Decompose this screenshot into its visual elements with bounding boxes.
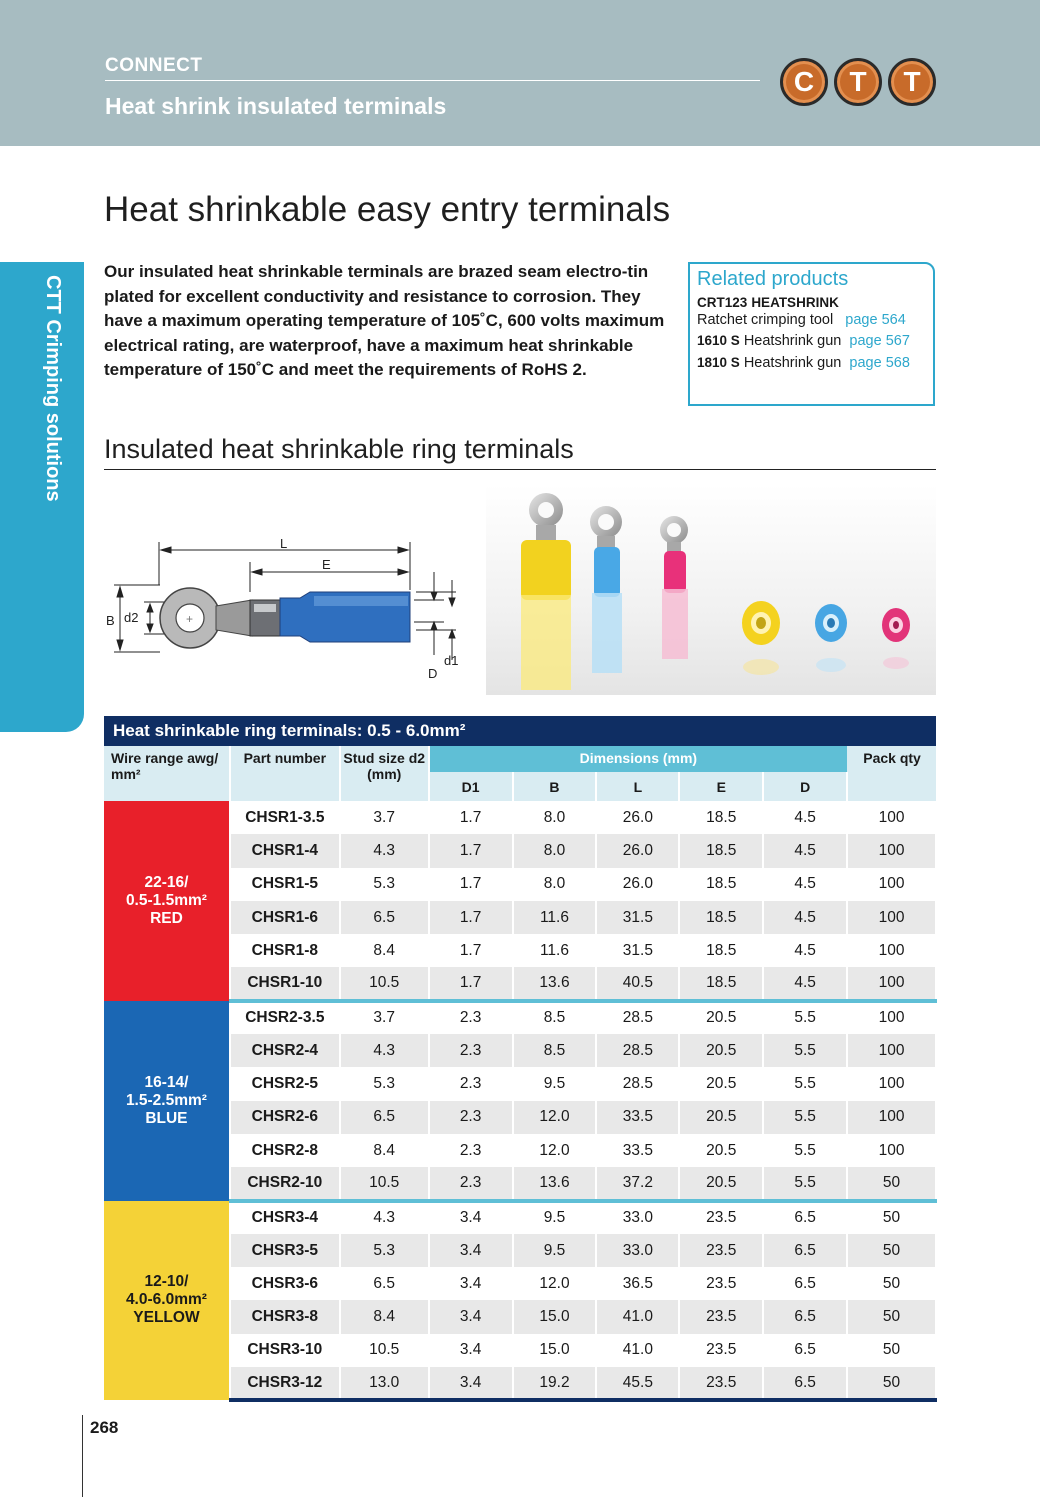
table-cell: 8.5 bbox=[513, 1034, 597, 1067]
table-cell: 100 bbox=[847, 1034, 936, 1067]
table-cell: 100 bbox=[847, 834, 936, 867]
part-number-cell: CHSR3-8 bbox=[230, 1300, 340, 1333]
table-cell: 18.5 bbox=[679, 934, 763, 967]
table-cell: 50 bbox=[847, 1300, 936, 1333]
table-cell: 26.0 bbox=[596, 834, 679, 867]
table-cell: 6.5 bbox=[763, 1334, 847, 1367]
col-header-pack-qty: Pack qty bbox=[847, 746, 936, 801]
table-cell: 15.0 bbox=[513, 1300, 597, 1333]
table-cell: 33.5 bbox=[596, 1101, 679, 1134]
table-cell: 9.5 bbox=[513, 1201, 597, 1234]
table-cell: 6.5 bbox=[763, 1234, 847, 1267]
dim-label-D: D bbox=[428, 666, 438, 681]
table-cell: 100 bbox=[847, 1101, 936, 1134]
wire-range-group bbox=[104, 1001, 230, 1201]
table-cell: 18.5 bbox=[679, 868, 763, 901]
table-cell: 20.5 bbox=[679, 1067, 763, 1100]
table-cell: 19.2 bbox=[513, 1367, 597, 1400]
table-cell: 11.6 bbox=[513, 901, 597, 934]
table-cell: 4.5 bbox=[763, 901, 847, 934]
col-header-l: L bbox=[596, 772, 679, 801]
table-cell: 23.5 bbox=[679, 1234, 763, 1267]
dim-label-B: B bbox=[106, 613, 115, 628]
part-number-cell: CHSR1-3.5 bbox=[230, 801, 340, 834]
related-item-page-link[interactable]: page 564 bbox=[845, 312, 906, 328]
dim-label-E: E bbox=[322, 557, 331, 572]
part-number-cell: CHSR2-10 bbox=[230, 1167, 340, 1200]
table-cell: 6.5 bbox=[763, 1267, 847, 1300]
table-cell: 13.6 bbox=[513, 1167, 597, 1200]
related-item-desc: Ratchet crimping tool bbox=[697, 312, 834, 328]
table-cell: 10.5 bbox=[340, 967, 429, 1000]
table-cell: 50 bbox=[847, 1167, 936, 1200]
table-cell: 37.2 bbox=[596, 1167, 679, 1200]
header-divider bbox=[105, 80, 760, 81]
table-cell: 1.7 bbox=[429, 967, 513, 1000]
table-cell: 1.7 bbox=[429, 868, 513, 901]
logo-letter: C bbox=[780, 58, 828, 106]
table-cell: 6.5 bbox=[763, 1367, 847, 1400]
heading-rule bbox=[104, 469, 936, 470]
wire-range-label: BLUE bbox=[145, 1109, 188, 1127]
table-cell: 6.5 bbox=[340, 1101, 429, 1134]
table-title: Heat shrinkable ring terminals: 0.5 - 6.0mm² bbox=[104, 716, 936, 746]
table-cell: 4.3 bbox=[340, 834, 429, 867]
table-row bbox=[104, 1201, 936, 1234]
table-cell: 3.4 bbox=[429, 1267, 513, 1300]
related-item-desc: Heatshrink gun bbox=[743, 333, 842, 349]
table-cell: 100 bbox=[847, 901, 936, 934]
col-header-wire-range: Wire range awg/ mm² bbox=[104, 746, 230, 801]
table-cell: 8.4 bbox=[340, 1300, 429, 1333]
table-cell: 12.0 bbox=[513, 1134, 597, 1167]
table-cell: 1.7 bbox=[429, 901, 513, 934]
table-cell: 3.7 bbox=[340, 1001, 429, 1034]
table-cell: 18.5 bbox=[679, 801, 763, 834]
table-cell: 2.3 bbox=[429, 1001, 513, 1034]
table-cell: 45.5 bbox=[596, 1367, 679, 1400]
related-item bbox=[697, 330, 926, 352]
table-cell: 5.3 bbox=[340, 1234, 429, 1267]
part-number-cell: CHSR3-5 bbox=[230, 1234, 340, 1267]
table-cell: 20.5 bbox=[679, 1001, 763, 1034]
table-cell: 5.5 bbox=[763, 1001, 847, 1034]
table-row bbox=[104, 801, 936, 834]
table-cell: 23.5 bbox=[679, 1300, 763, 1333]
part-number-cell: CHSR1-8 bbox=[230, 934, 340, 967]
page-header bbox=[0, 0, 1040, 146]
table-cell: 18.5 bbox=[679, 967, 763, 1000]
table-cell: 5.5 bbox=[763, 1067, 847, 1100]
svg-text:+: + bbox=[186, 612, 194, 626]
wire-range-label: YELLOW bbox=[133, 1309, 200, 1327]
wire-range-label: 4.0-6.0mm² bbox=[125, 1291, 207, 1309]
table-cell: 26.0 bbox=[596, 801, 679, 834]
table-cell: 50 bbox=[847, 1367, 936, 1400]
page-title: Heat shrinkable easy entry terminals bbox=[104, 190, 671, 229]
table-cell: 3.4 bbox=[429, 1334, 513, 1367]
table-cell: 13.0 bbox=[340, 1367, 429, 1400]
table-cell: 18.5 bbox=[679, 834, 763, 867]
table-cell: 50 bbox=[847, 1201, 936, 1234]
related-item bbox=[697, 352, 926, 374]
table-cell: 13.6 bbox=[513, 967, 597, 1000]
page-number: 268 bbox=[90, 1418, 119, 1437]
dim-label-d1: d1 bbox=[444, 653, 459, 668]
table-cell: 2.3 bbox=[429, 1134, 513, 1167]
table-cell: 5.5 bbox=[763, 1034, 847, 1067]
table-cell: 20.5 bbox=[679, 1034, 763, 1067]
table-cell: 8.0 bbox=[513, 834, 597, 867]
table-cell: 4.3 bbox=[340, 1201, 429, 1234]
dim-label-L: L bbox=[280, 536, 288, 551]
table-cell: 8.0 bbox=[513, 801, 597, 834]
col-header-part-number: Part number bbox=[230, 746, 340, 801]
table-cell: 23.5 bbox=[679, 1267, 763, 1300]
table-cell: 100 bbox=[847, 1067, 936, 1100]
table-cell: 23.5 bbox=[679, 1367, 763, 1400]
part-number-cell: CHSR2-4 bbox=[230, 1034, 340, 1067]
part-number-cell: CHSR2-8 bbox=[230, 1134, 340, 1167]
part-number-cell: CHSR3-4 bbox=[230, 1201, 340, 1234]
part-number-cell: CHSR1-4 bbox=[230, 834, 340, 867]
table-cell: 9.5 bbox=[513, 1067, 597, 1100]
section-label: CONNECT bbox=[105, 55, 203, 76]
ctt-logo bbox=[780, 58, 936, 106]
table-cell: 28.5 bbox=[596, 1034, 679, 1067]
related-products-title: Related products bbox=[697, 268, 849, 290]
part-number-cell: CHSR3-6 bbox=[230, 1267, 340, 1300]
table-cell: 8.0 bbox=[513, 868, 597, 901]
table-cell: 3.4 bbox=[429, 1367, 513, 1400]
part-number-cell: CHSR1-10 bbox=[230, 967, 340, 1000]
table-cell: 6.5 bbox=[763, 1201, 847, 1234]
table-cell: 1.7 bbox=[429, 801, 513, 834]
table-cell: 4.5 bbox=[763, 834, 847, 867]
table-cell: 1.7 bbox=[429, 934, 513, 967]
logo-letter: T bbox=[834, 58, 882, 106]
table-cell: 23.5 bbox=[679, 1334, 763, 1367]
table-cell: 2.3 bbox=[429, 1034, 513, 1067]
part-number-cell: CHSR3-10 bbox=[230, 1334, 340, 1367]
spec-table bbox=[104, 716, 937, 1402]
table-cell: 8.5 bbox=[513, 1001, 597, 1034]
table-cell: 33.0 bbox=[596, 1234, 679, 1267]
section-heading: Insulated heat shrinkable ring terminals bbox=[104, 434, 574, 464]
table-cell: 33.0 bbox=[596, 1201, 679, 1234]
side-chapter-label: CTT Crimping solutions bbox=[42, 275, 64, 502]
related-products-box bbox=[688, 262, 935, 406]
col-header-stud-size: Stud size d2 (mm) bbox=[340, 746, 429, 801]
table-cell: 5.3 bbox=[340, 868, 429, 901]
intro-paragraph: Our insulated heat shrinkable terminals are brazed seam electro-tin plated for excellent conductivity and resistance to corrosion. They have a maximum operating temperature of 105˚C, 600 volts maximum electrical rating, are waterproof, have a maximum heat shrinkable temperature of 150˚C and meet the requirements of RoHS 2. bbox=[104, 262, 665, 380]
wire-range-group bbox=[104, 801, 230, 1001]
part-number-cell: CHSR2-5 bbox=[230, 1067, 340, 1100]
table-cell: 4.3 bbox=[340, 1034, 429, 1067]
col-header-b: B bbox=[513, 772, 597, 801]
footer-rule bbox=[82, 1415, 83, 1497]
table-cell: 100 bbox=[847, 1134, 936, 1167]
table-cell: 28.5 bbox=[596, 1001, 679, 1034]
table-cell: 100 bbox=[847, 801, 936, 834]
table-cell: 100 bbox=[847, 1001, 936, 1034]
table-cell: 10.5 bbox=[340, 1334, 429, 1367]
table-cell: 15.0 bbox=[513, 1334, 597, 1367]
wire-range-label: 12-10/ bbox=[144, 1273, 189, 1291]
part-number-cell: CHSR1-5 bbox=[230, 868, 340, 901]
related-item-code: 1810 S bbox=[697, 355, 740, 370]
table-cell: 10.5 bbox=[340, 1167, 429, 1200]
col-header-dimensions: Dimensions (mm) bbox=[429, 746, 847, 772]
table-cell: 12.0 bbox=[513, 1101, 597, 1134]
table-cell: 4.5 bbox=[763, 934, 847, 967]
table-cell: 5.5 bbox=[763, 1167, 847, 1200]
table-cell: 28.5 bbox=[596, 1067, 679, 1100]
part-number-cell: CHSR1-6 bbox=[230, 901, 340, 934]
related-item bbox=[697, 311, 926, 330]
table-cell: 20.5 bbox=[679, 1134, 763, 1167]
table-cell: 3.7 bbox=[340, 801, 429, 834]
table-cell: 5.3 bbox=[340, 1067, 429, 1100]
part-number-cell: CHSR2-6 bbox=[230, 1101, 340, 1134]
table-row bbox=[104, 1001, 936, 1034]
part-number-cell: CHSR3-12 bbox=[230, 1367, 340, 1400]
table-cell: 33.5 bbox=[596, 1134, 679, 1167]
table-cell: 4.5 bbox=[763, 967, 847, 1000]
related-item-page-link[interactable]: page 568 bbox=[849, 355, 910, 371]
table-cell: 18.5 bbox=[679, 901, 763, 934]
table-cell: 3.4 bbox=[429, 1234, 513, 1267]
related-item-name: HEATSHRINK bbox=[751, 295, 839, 310]
table-cell: 36.5 bbox=[596, 1267, 679, 1300]
table-cell: 2.3 bbox=[429, 1067, 513, 1100]
product-photo bbox=[486, 485, 936, 695]
table-cell: 4.5 bbox=[763, 801, 847, 834]
table-cell: 41.0 bbox=[596, 1300, 679, 1333]
table-cell: 12.0 bbox=[513, 1267, 597, 1300]
col-header-d: D bbox=[763, 772, 847, 801]
table-cell: 2.3 bbox=[429, 1167, 513, 1200]
table-cell: 20.5 bbox=[679, 1101, 763, 1134]
dim-label-d2: d2 bbox=[124, 610, 139, 625]
table-cell: 6.5 bbox=[340, 901, 429, 934]
table-cell: 5.5 bbox=[763, 1101, 847, 1134]
table-cell: 4.5 bbox=[763, 868, 847, 901]
wire-range-label: 1.5-2.5mm² bbox=[125, 1091, 207, 1109]
wire-range-label: 0.5-1.5mm² bbox=[125, 891, 207, 909]
wire-range-group bbox=[104, 1201, 230, 1401]
table-cell: 50 bbox=[847, 1334, 936, 1367]
table-cell: 41.0 bbox=[596, 1334, 679, 1367]
table-cell: 5.5 bbox=[763, 1134, 847, 1167]
table-cell: 8.4 bbox=[340, 934, 429, 967]
table-cell: 11.6 bbox=[513, 934, 597, 967]
table-cell: 1.7 bbox=[429, 834, 513, 867]
related-item-code: CRT123 bbox=[697, 295, 748, 310]
table-cell: 8.4 bbox=[340, 1134, 429, 1167]
table-cell: 100 bbox=[847, 934, 936, 967]
part-number-cell: CHSR2-3.5 bbox=[230, 1001, 340, 1034]
table-cell: 31.5 bbox=[596, 901, 679, 934]
table-cell: 3.4 bbox=[429, 1300, 513, 1333]
table-cell: 40.5 bbox=[596, 967, 679, 1000]
spec-table-body bbox=[104, 801, 936, 1400]
section-subtitle: Heat shrink insulated terminals bbox=[105, 93, 447, 119]
wire-range-label: 16-14/ bbox=[144, 1073, 189, 1091]
table-cell: 9.5 bbox=[513, 1234, 597, 1267]
table-cell: 31.5 bbox=[596, 934, 679, 967]
related-item-page-link[interactable]: page 567 bbox=[849, 333, 910, 349]
table-cell: 20.5 bbox=[679, 1167, 763, 1200]
table-cell: 100 bbox=[847, 868, 936, 901]
table-cell: 100 bbox=[847, 967, 936, 1000]
table-cell: 3.4 bbox=[429, 1201, 513, 1234]
table-cell: 50 bbox=[847, 1267, 936, 1300]
col-header-e: E bbox=[679, 772, 763, 801]
wire-range-label: RED bbox=[150, 909, 183, 927]
table-cell: 23.5 bbox=[679, 1201, 763, 1234]
table-cell: 2.3 bbox=[429, 1101, 513, 1134]
ring-terminal-diagram bbox=[104, 530, 474, 690]
table-cell: 6.5 bbox=[763, 1300, 847, 1333]
table-cell: 50 bbox=[847, 1234, 936, 1267]
table-cell: 26.0 bbox=[596, 868, 679, 901]
col-header-d1: D1 bbox=[429, 772, 513, 801]
related-item bbox=[697, 295, 926, 311]
table-cell: 6.5 bbox=[340, 1267, 429, 1300]
related-item-code: 1610 S bbox=[697, 333, 740, 348]
wire-range-label: 22-16/ bbox=[144, 873, 189, 891]
related-item-desc: Heatshrink gun bbox=[743, 355, 842, 371]
logo-letter: T bbox=[888, 58, 936, 106]
